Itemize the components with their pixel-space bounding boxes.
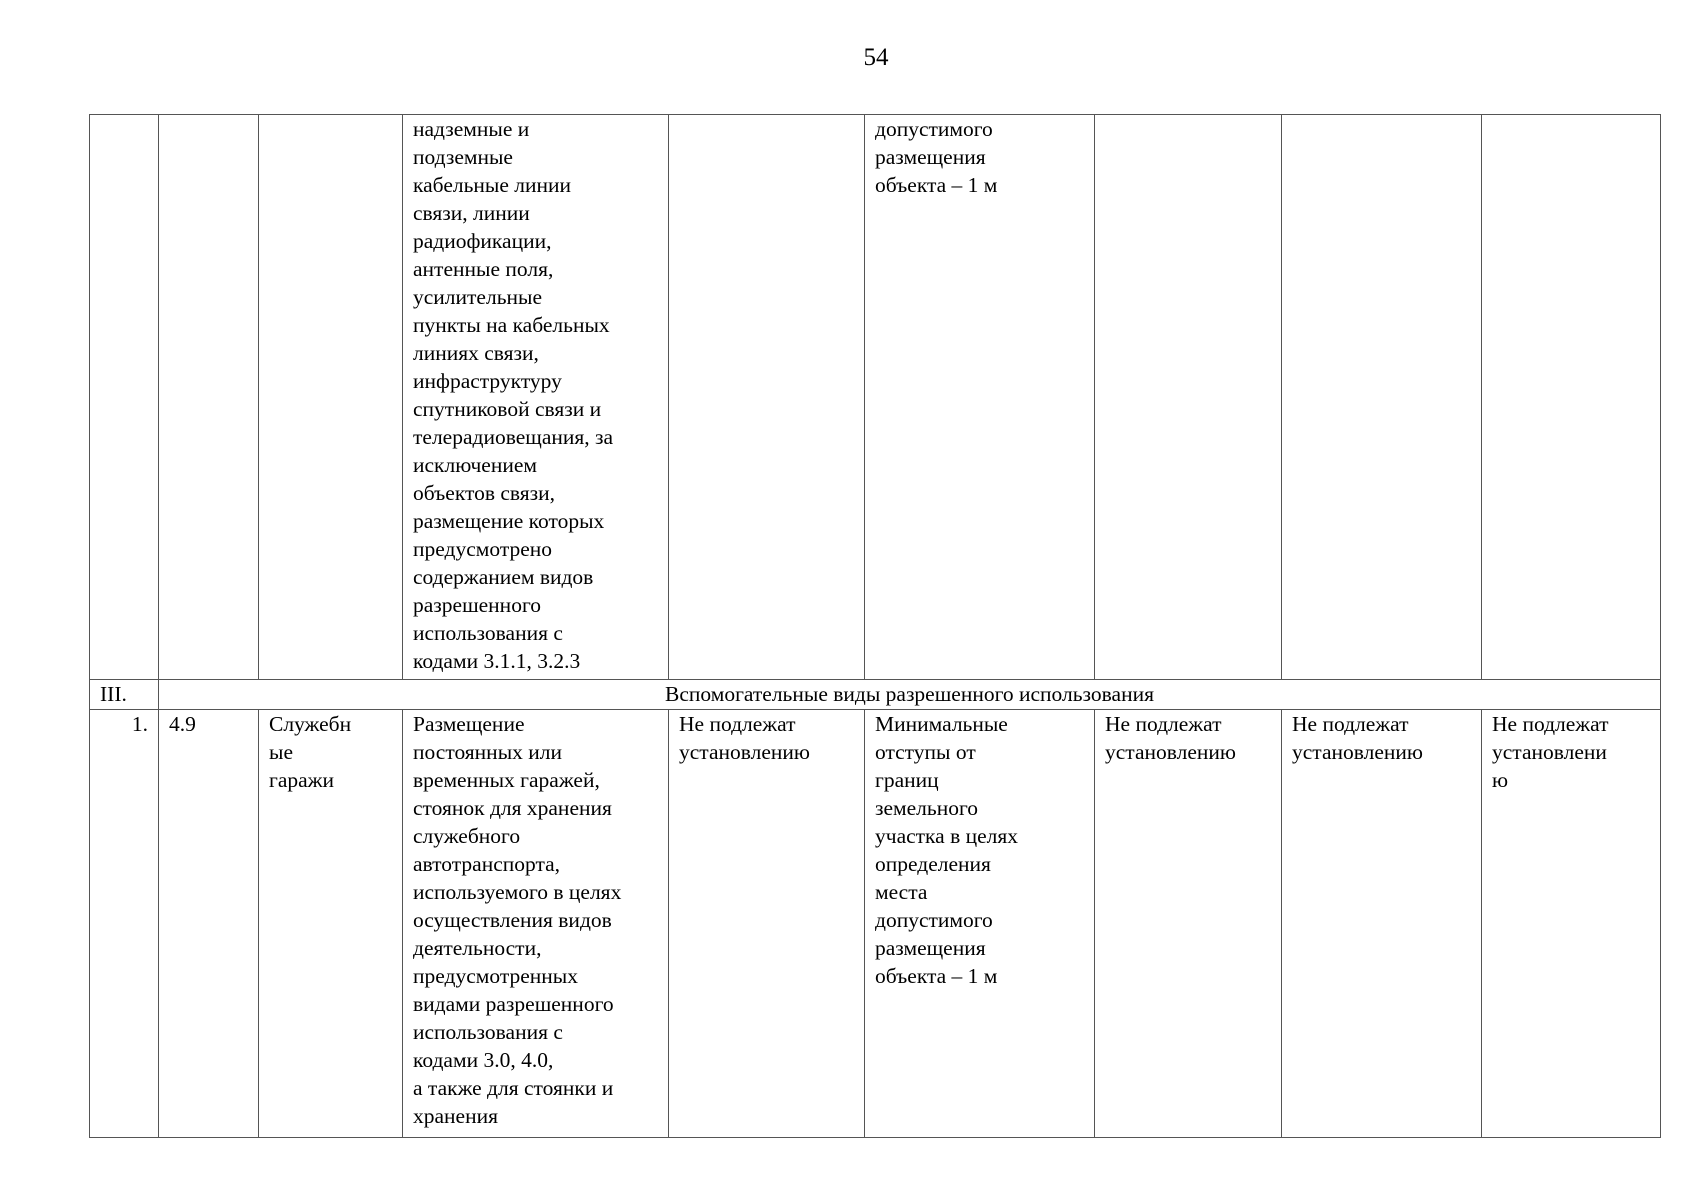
description-line: кодами 3.0, 4.0,	[413, 1048, 554, 1072]
page-number: 54	[863, 44, 889, 71]
value-line: Не подлежат	[1492, 712, 1609, 736]
setback-line: допустимого	[875, 117, 993, 141]
value-line: установлени	[1492, 740, 1607, 764]
description-line: осуществления видов	[413, 908, 612, 932]
description-line: использования с	[413, 1020, 563, 1044]
setback-line: участка в целях	[875, 824, 1019, 848]
description-line: используемого в целях	[413, 880, 622, 904]
cell-name	[259, 115, 403, 680]
row-name	[259, 710, 403, 1138]
description-line: телерадиовещания, за	[413, 425, 614, 449]
description-line: предусмотрено	[413, 537, 553, 561]
cell-number	[90, 115, 159, 680]
description-line: автотранспорта,	[413, 852, 561, 876]
description-line: служебного	[413, 824, 521, 848]
description-line: кодами 3.1.1, 3.2.3	[413, 649, 581, 673]
setback-line: Минимальные	[875, 712, 1008, 736]
setback-line: объекта – 1 м	[875, 173, 998, 197]
setback-line: определения	[875, 852, 991, 876]
section-number: III.	[90, 680, 159, 710]
description-line: деятельности,	[413, 936, 542, 960]
description-line: стоянок для хранения	[413, 796, 612, 820]
setback-line: места	[875, 880, 928, 904]
row-setbacks	[865, 710, 1095, 1138]
description-line: радиофикации,	[413, 229, 552, 253]
table-row	[90, 710, 1661, 1138]
description-line: а также для стоянки и	[413, 1076, 614, 1100]
description-line: видами разрешенного	[413, 992, 614, 1016]
value-line: установлению	[679, 740, 810, 764]
description-line: использования с	[413, 621, 563, 645]
description-line: размещение которых	[413, 509, 605, 533]
description-line: пункты на кабельных	[413, 313, 610, 337]
value-line: Не подлежат	[1105, 712, 1222, 736]
description-line: Размещение	[413, 712, 525, 736]
row-description	[403, 710, 669, 1138]
description-line: антенные поля,	[413, 257, 554, 281]
description-line: временных гаражей,	[413, 768, 600, 792]
cell-col7	[1095, 115, 1282, 680]
setback-line: объекта – 1 м	[875, 964, 998, 988]
description-line: предусмотренных	[413, 964, 578, 988]
cell-col9	[1482, 115, 1661, 680]
value-line: Не подлежат	[679, 712, 796, 736]
description-line: объектов связи,	[413, 481, 556, 505]
row-number: 1.	[90, 710, 159, 1138]
row-building-params	[669, 710, 865, 1138]
description-line: кабельные линии	[413, 173, 572, 197]
setback-line: размещения	[875, 936, 986, 960]
setback-line: размещения	[875, 145, 986, 169]
name-line: гаражи	[269, 768, 335, 792]
cell-description	[403, 115, 669, 680]
setback-line: границ	[875, 768, 939, 792]
cell-col8	[1282, 115, 1482, 680]
value-line: ю	[1492, 768, 1509, 792]
row-col8	[1282, 710, 1482, 1138]
value-line: Не подлежат	[1292, 712, 1409, 736]
description-line: линиях связи,	[413, 341, 539, 365]
description-line: связи, линии	[413, 201, 530, 225]
section-row	[90, 680, 1661, 710]
section-title: Вспомогательные виды разрешенного использования	[159, 680, 1661, 710]
row-code: 4.9	[159, 710, 259, 1138]
row-col7	[1095, 710, 1282, 1138]
name-line: Служебн	[269, 712, 352, 736]
description-line: исключением	[413, 453, 537, 477]
description-line: постоянных или	[413, 740, 562, 764]
cell-building-params	[669, 115, 865, 680]
row-col9	[1482, 710, 1661, 1138]
setback-line: отступы от	[875, 740, 976, 764]
value-line: установлению	[1292, 740, 1423, 764]
description-line: надземные и	[413, 117, 530, 141]
setback-line: допустимого	[875, 908, 993, 932]
description-line: инфраструктуру	[413, 369, 562, 393]
description-line: спутниковой связи и	[413, 397, 602, 421]
cell-code	[159, 115, 259, 680]
description-line: усилительные	[413, 285, 542, 309]
table-row-continuation	[90, 115, 1661, 680]
value-line: установлению	[1105, 740, 1236, 764]
description-line: хранения	[413, 1104, 498, 1128]
cell-setbacks	[865, 115, 1095, 680]
description-line: подземные	[413, 145, 513, 169]
description-line: содержанием видов	[413, 565, 594, 589]
name-line: ые	[269, 740, 293, 764]
description-line: разрешенного	[413, 593, 541, 617]
setback-line: земельного	[875, 796, 979, 820]
regulations-table	[89, 114, 1661, 1138]
